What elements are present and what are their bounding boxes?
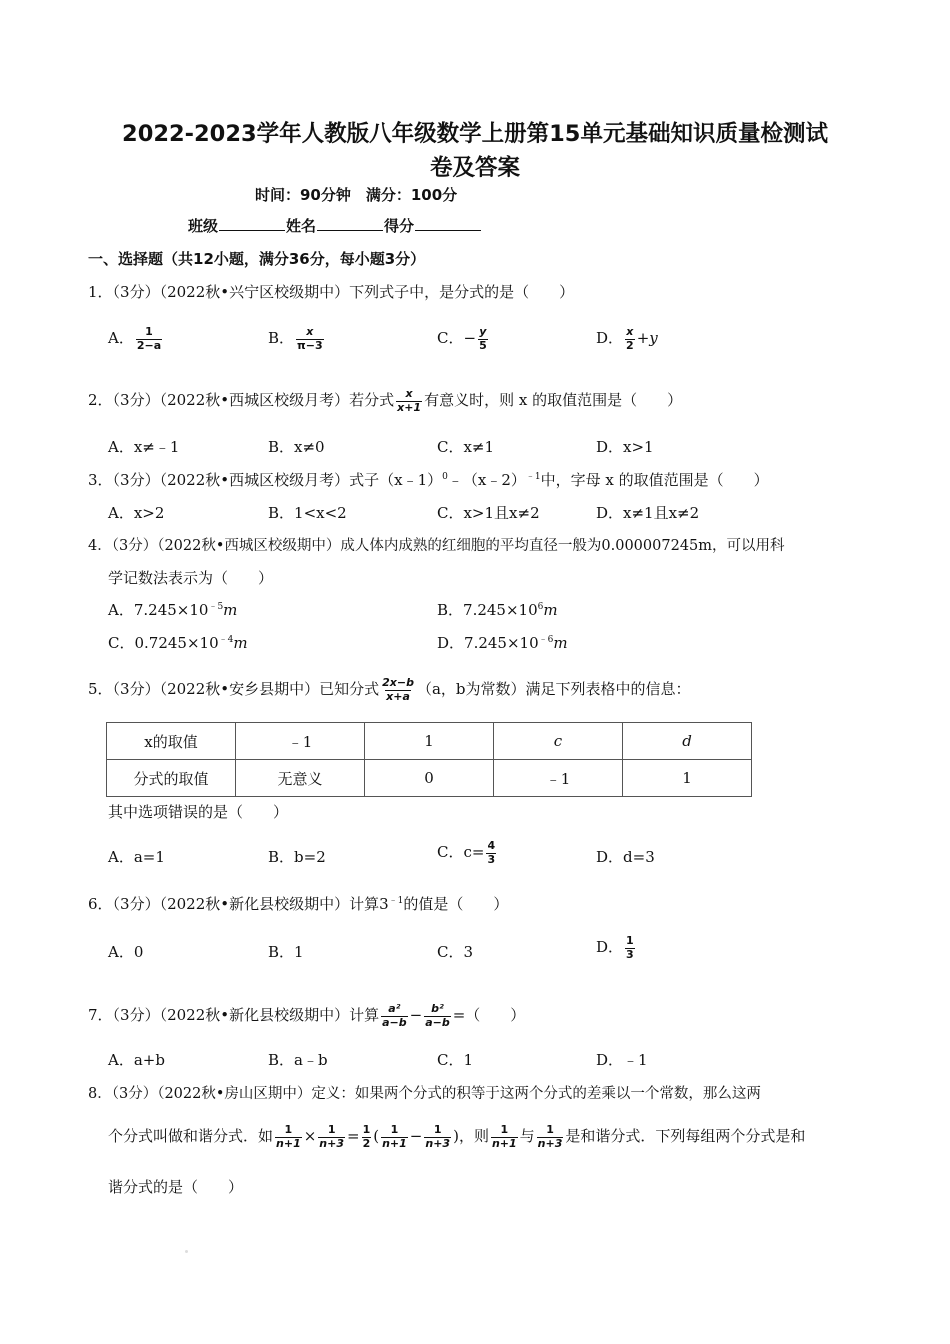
q5-c-fraction: $\frac{4}{3}$ <box>487 839 496 866</box>
q7-fraction-2: $\frac{\text{b²}}{a-b}$ <box>425 1002 450 1029</box>
q8-stem-line1: 8．（3分）（2022秋•房山区期中）定义：如果两个分式的积等于这两个分式的差乘以一个常数，那么这两 <box>88 1086 761 1102</box>
name-blank <box>317 216 383 231</box>
score-blank <box>415 216 481 231</box>
q5-after-table: 其中选项错误的是（ ） <box>108 803 289 821</box>
q8-stem-line2: 个分式叫做和谐分式．如 $\frac{1}{n+1}$ × $\frac{1}{n+3}$ = $\frac{1}{2}$ ( $\frac{1}{n+1}$ − $\frac{1}{n+3}$ )，则 $\frac{1}{n+1}$ 与 $\frac{1}{n+3}$ 是和谐分式．下列每组两个分式是和 <box>108 1123 806 1150</box>
q8-fraction: $\frac{1}{n+1}$ <box>491 1123 517 1150</box>
q4-stem-line2: 学记数法表示为（ ） <box>108 569 274 587</box>
q1-d-fraction: $\frac{x}{2}$ <box>626 325 634 352</box>
q2-option-b: B．x≠0 <box>268 438 325 456</box>
class-blank <box>219 216 285 231</box>
doc-title-line2: 卷及答案 <box>429 155 520 181</box>
q1-a-fraction: $\frac{1}{2-a}$ <box>136 325 162 352</box>
q7-option-d: D．﹣1 <box>596 1051 648 1069</box>
q1-option-c: C．− $\frac{y}{5}$ <box>437 325 487 352</box>
q6-option-a: A．0 <box>108 943 144 961</box>
table-row <box>107 760 752 797</box>
q4-stem-line1: 4．（3分）（2022秋•西城区校级期中）成人体内成熟的红细胞的平均直径一般为0.000007245m，可以用科 <box>88 538 785 554</box>
q7-fraction-1: $\frac{\text{a²}}{a-b}$ <box>382 1002 407 1029</box>
doc-title-line1: 2022-2023学年人教版八年级数学上册第15单元基础知识质量检测试 <box>122 121 828 147</box>
q6-stem: 6．（3分）（2022秋•新化县校级期中）计算$3^{﹣1}$的值是（ ） <box>88 895 509 913</box>
q2-fraction: $\frac{x}{x+1}$ <box>397 387 422 414</box>
q5-fraction: $\frac{2x-b}{x+a}$ <box>382 676 414 703</box>
time-score-info: 时间：90分钟 满分：100分 <box>255 186 458 204</box>
q7-option-a: A．a+b <box>108 1051 165 1069</box>
q8-fraction: $\frac{1}{n+1}$ <box>276 1123 301 1150</box>
q5-option-c: C．c= $\frac{4}{3}$ <box>437 839 496 866</box>
q3-option-b: B．1<x<2 <box>268 504 347 522</box>
q3-stem: 3．（3分）（2022秋•西城区校级月考）式子（x﹣1）$^0$﹣（x﹣2）$^{﹣1}$中，字母 x 的取值范围是（ ） <box>88 471 769 489</box>
q1-option-d: D． $\frac{x}{2}$ +y <box>596 325 658 352</box>
q7-option-c: C．1 <box>437 1051 474 1069</box>
q1-stem: 1．（3分）（2022秋•兴宁区校级期中）下列式子中，是分式的是（ ） <box>88 283 575 301</box>
q8-fraction: $\frac{1}{n+3}$ <box>425 1123 451 1150</box>
q4-option-c: C．$0.7245\times 10^{﹣4}m$ <box>108 634 248 652</box>
q2-option-d: D．x>1 <box>596 438 654 456</box>
class-label: 班级 <box>188 217 219 235</box>
table-cell: x的取值 <box>107 723 236 760</box>
q2-option-a: A．x≠﹣1 <box>108 438 180 456</box>
decorative-dot <box>185 1250 188 1253</box>
q1-c-fraction: $\frac{y}{5}$ <box>479 325 487 352</box>
q5-value-table <box>106 722 752 797</box>
q6-option-b: B．1 <box>268 943 304 961</box>
section-1-heading: 一、选择题（共12小题，满分36分，每小题3分） <box>88 250 426 268</box>
table-cell: ﹣1 <box>236 723 365 760</box>
q4-option-b: B．$7.245\times 10^6m$ <box>437 601 558 619</box>
q8-fraction: $\frac{1}{2}$ <box>362 1123 371 1150</box>
table-cell: 1 <box>623 760 752 797</box>
q4-option-a: A．$7.245\times 10^{﹣5}m$ <box>108 601 238 619</box>
table-cell: d <box>623 723 752 760</box>
table-cell: 0 <box>365 760 494 797</box>
table-cell: 分式的取值 <box>107 760 236 797</box>
q3-option-c: C．x>1且x≠2 <box>437 504 540 522</box>
q3-option-a: A．x>2 <box>108 504 165 522</box>
q8-fraction: $\frac{1}{n+3}$ <box>537 1123 563 1150</box>
table-row <box>107 723 752 760</box>
student-info-line <box>188 215 482 236</box>
table-cell: 1 <box>365 723 494 760</box>
table-cell: 无意义 <box>236 760 365 797</box>
q5-option-a: A．a=1 <box>108 848 165 866</box>
q1-b-fraction: $\frac{x}{\pi-3}$ <box>297 325 323 352</box>
score-label: 得分 <box>384 217 415 235</box>
table-cell: c <box>494 723 623 760</box>
q8-fraction: $\frac{1}{n+1}$ <box>382 1123 407 1150</box>
q2-option-c: C．x≠1 <box>437 438 495 456</box>
q3-option-d: D．x≠1且x≠2 <box>596 504 700 522</box>
q7-option-b: B．a﹣b <box>268 1051 328 1069</box>
q6-option-d: D． $\frac{1}{3}$ <box>596 934 634 961</box>
q8-stem-line3: 谐分式的是（ ） <box>108 1178 244 1196</box>
q2-stem: 2．（3分）（2022秋•西城区校级月考）若分式 $\frac{x}{x+1}$ 有意义时，则 x 的取值范围是（ ） <box>88 387 683 414</box>
q7-stem: 7．（3分）（2022秋•新化县校级期中）计算 $\frac{\text{a²}}{a-b}$ − $\frac{\text{b²}}{a-b}$ =（ ） <box>88 1002 526 1029</box>
q8-fraction: $\frac{1}{n+3}$ <box>319 1123 344 1150</box>
q6-option-c: C．3 <box>437 943 474 961</box>
q4-option-d: D．$7.245\times 10^{﹣6}m$ <box>437 634 568 652</box>
q5-option-b: B．b=2 <box>268 848 326 866</box>
q1-option-b: B． $\frac{x}{\pi-3}$ <box>268 325 323 352</box>
name-label: 姓名 <box>286 217 317 235</box>
q5-option-d: D．d=3 <box>596 848 655 866</box>
q5-stem: 5．（3分）（2022秋•安乡县期中）已知分式 $\frac{2x-b}{x+a}$ （a，b为常数）满足下列表格中的信息： <box>88 676 691 703</box>
q1-option-a: A． $\frac{1}{2-a}$ <box>108 325 162 352</box>
table-cell: ﹣1 <box>494 760 623 797</box>
q6-d-fraction: $\frac{1}{3}$ <box>626 934 634 961</box>
